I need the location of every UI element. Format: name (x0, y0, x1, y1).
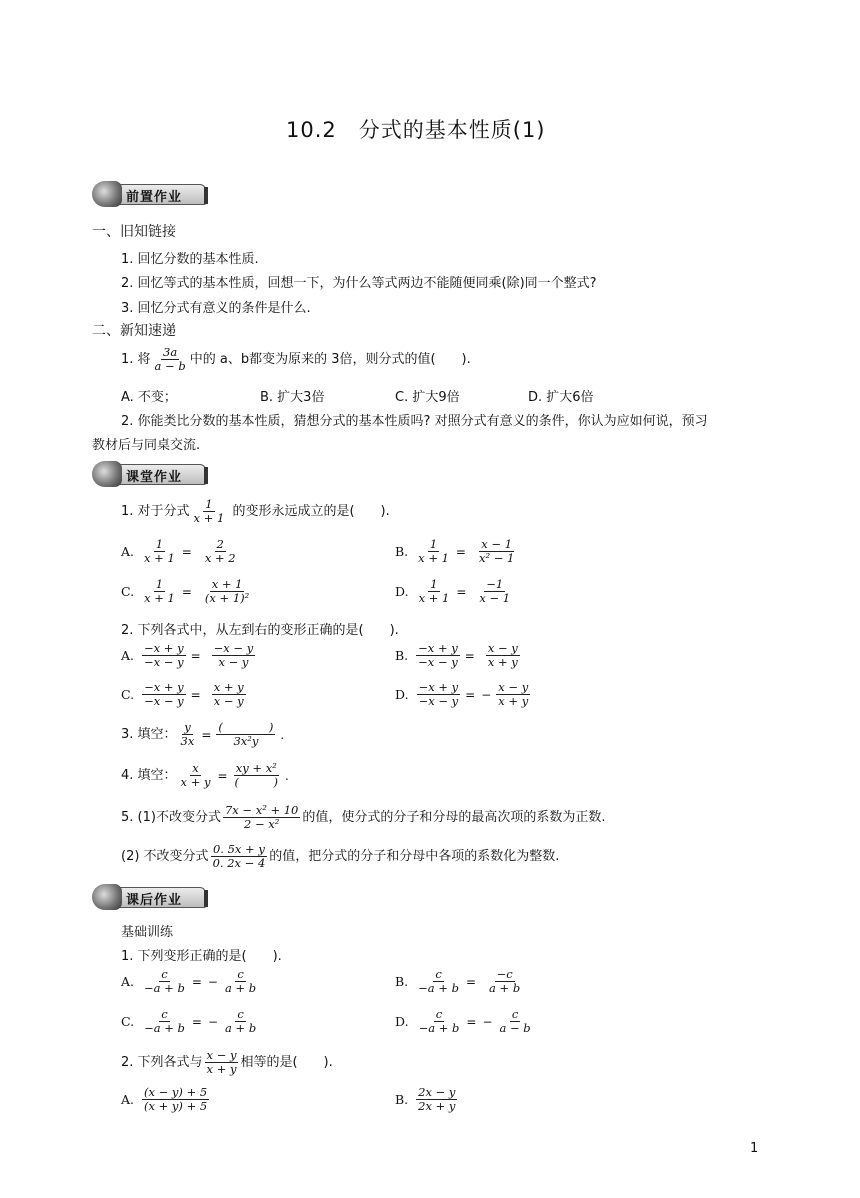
option-label: C. (121, 1014, 135, 1029)
denominator: x + y (498, 694, 529, 708)
equals-sign: = (181, 584, 192, 599)
option-label: C. (121, 687, 135, 702)
denominator: 0. 2x − 4 (212, 856, 266, 870)
option-label: A. (121, 544, 135, 559)
option-a (121, 642, 257, 669)
homework-question-2 (121, 1049, 333, 1076)
student-icon (92, 884, 122, 910)
fraction-left (142, 642, 186, 669)
denominator: x + y (206, 1062, 237, 1076)
book-stack-icon (92, 181, 122, 207)
q-text: (2) 不改变分式 (121, 849, 209, 864)
option-label: B. (395, 648, 409, 663)
option-a (121, 538, 240, 565)
fraction-right (486, 642, 520, 669)
banner-after (92, 884, 208, 910)
numerator: x − y (206, 1048, 237, 1062)
fraction-right (203, 538, 238, 565)
fraction (211, 843, 268, 870)
numerator: 1 (155, 537, 164, 551)
class-question-1 (121, 498, 390, 525)
minus-sign: − (207, 1014, 219, 1029)
banner-label: 课后作业 (126, 893, 183, 908)
q-text: 的值，把分式的分子和分母中各项的系数化为整数. (269, 849, 560, 864)
equals-sign: = (217, 768, 228, 783)
option-d: D. 扩大6倍 (528, 390, 594, 405)
numerator: c (161, 1007, 168, 1021)
fraction (223, 804, 300, 831)
option-a: A. 不变； (121, 390, 177, 405)
denominator: −x − y (144, 694, 184, 708)
fraction-right (496, 681, 530, 708)
denominator: −x − y (418, 694, 459, 708)
equals-sign: = (190, 648, 201, 663)
minus-sign: − (207, 974, 218, 989)
fraction-left (142, 968, 187, 995)
option-label: C. (121, 584, 135, 599)
q-text: 的值，使分式的分子和分母的最高次项的系数为正数. (302, 810, 606, 825)
q-text: 1. 对于分式 (121, 504, 190, 519)
fraction-left (417, 578, 452, 605)
numerator: x + 1 (211, 577, 243, 591)
equals-sign: = (181, 544, 192, 559)
option-label: D. (395, 687, 409, 702)
numerator: x − 1 (481, 537, 513, 551)
class-question-5a (121, 804, 606, 831)
denominator-blank: ( ) (234, 775, 279, 789)
equals-sign: = (191, 974, 202, 989)
option-d (395, 1008, 535, 1035)
option-d (395, 681, 532, 708)
banner-label: 课堂作业 (126, 470, 183, 485)
denominator: x − 1 (479, 591, 511, 605)
fraction-right (223, 1008, 258, 1035)
numerator: −x + y (144, 641, 184, 655)
option-label: D. (395, 584, 409, 599)
fraction (205, 1049, 239, 1076)
denominator: x + y (180, 775, 211, 789)
denominator: 2x + y (418, 1099, 456, 1113)
denominator: x + y (487, 655, 518, 669)
fraction-left (142, 578, 177, 605)
equals-sign: = (455, 544, 466, 559)
fraction-left (416, 538, 451, 565)
banner-shadow (204, 467, 208, 484)
numerator: −c (496, 967, 513, 981)
homework-q2-option-a (121, 1086, 211, 1113)
new-question-2-line2: 教材后与同桌交流. (92, 438, 201, 453)
option-b (395, 968, 524, 995)
fraction-left (416, 968, 461, 995)
denominator: x² − 1 (478, 551, 515, 565)
numerator: c (511, 1007, 519, 1021)
option-c (121, 681, 248, 708)
q-text: 3. 填空： (121, 727, 177, 742)
option-b (395, 538, 518, 565)
banner-label: 前置作业 (126, 190, 183, 205)
denominator: a − b (499, 1021, 531, 1035)
numerator: 2x − y (418, 1085, 456, 1099)
equals-sign: = (191, 1014, 202, 1029)
denominator: 3x (180, 734, 195, 748)
option-c (121, 578, 253, 605)
q-text: 中的 a、b都变为原来的 3倍，则分式的值( ). (189, 352, 471, 367)
fraction (179, 762, 213, 789)
q-text: 5. (1)不改变分式 (121, 810, 221, 825)
banner-shadow (204, 890, 208, 907)
numerator: c (237, 1007, 244, 1021)
banner-pre (92, 181, 208, 207)
denominator: x + 1 (193, 511, 225, 525)
play-icon (92, 461, 122, 487)
option-label: B. (395, 1092, 409, 1107)
period: . (285, 768, 289, 783)
minus-sign: − (481, 687, 492, 702)
numerator: x − y (498, 680, 529, 694)
equals-sign: = (201, 727, 212, 742)
denominator: −a + b (144, 1021, 185, 1035)
fraction-left (142, 681, 186, 708)
homework-question-1: 1. 下列变形正确的是( ). (121, 949, 282, 964)
fraction-left (417, 681, 461, 708)
new-question-2-line1: 2. 你能类比分数的基本性质，猜想分式的基本性质吗? 对照分式有意义的条件，你认为应如何说，预习 (121, 414, 708, 429)
page-number: 1 (750, 1141, 759, 1156)
option-b: B. 扩大3倍 (260, 390, 325, 405)
denominator: 2 − x² (243, 817, 280, 831)
fraction-right (223, 968, 258, 995)
denominator: (x + 1)² (204, 591, 250, 605)
denominator: a − b (154, 359, 186, 373)
numerator: 3a (163, 345, 178, 359)
option-label: B. (395, 544, 409, 559)
option-label: A. (121, 1092, 135, 1107)
denominator: −a + b (144, 981, 185, 995)
class-question-3 (121, 721, 287, 748)
option-label: B. (395, 974, 409, 989)
numerator: y (184, 720, 191, 734)
q-text: 4. 填空： (121, 768, 177, 783)
denominator: x + 2 (204, 551, 236, 565)
denominator: −x − y (418, 655, 458, 669)
class-question-4 (121, 762, 292, 789)
fraction-right (212, 681, 246, 708)
review-item-2: 2. 回忆等式的基本性质，回想一下，为什么等式两边不能随便同乘(除)同一个整式? (121, 276, 597, 291)
option-label: A. (121, 648, 135, 663)
denominator: x + 1 (418, 591, 450, 605)
fraction-right (212, 642, 256, 669)
section-heading-new: 二、新知速递 (92, 323, 176, 339)
numerator: x + y (213, 680, 244, 694)
numerator: x (192, 761, 199, 775)
option-d (395, 578, 514, 605)
numerator: −1 (486, 577, 504, 591)
fraction (192, 498, 227, 525)
denominator: −a + b (418, 1021, 460, 1035)
q-text: 1. 将 (121, 352, 151, 367)
denominator: x − y (213, 694, 244, 708)
numerator: 1 (205, 497, 213, 511)
q-text: 的变形永远成立的是( ). (232, 504, 390, 519)
fraction (142, 1086, 209, 1113)
denominator: a + b (224, 981, 257, 995)
equals-sign: = (464, 648, 475, 663)
homework-q2-option-b (395, 1086, 459, 1113)
option-c (121, 1008, 260, 1035)
equals-sign: = (456, 584, 467, 599)
homework-subheading: 基础训练 (121, 925, 174, 940)
fraction (179, 721, 197, 748)
denominator: x + 1 (144, 551, 175, 565)
banner-class (92, 461, 208, 487)
equals-sign: = (466, 1014, 477, 1029)
option-b (395, 642, 522, 669)
fraction-blank (233, 762, 280, 789)
fraction-right (477, 538, 516, 565)
numerator: 1 (429, 537, 438, 551)
numerator: (x − y) + 5 (144, 1085, 208, 1099)
class-question-5b (121, 843, 559, 870)
numerator: 0. 5x + y (212, 842, 265, 856)
numerator: 1 (430, 577, 438, 591)
option-c: C. 扩大9倍 (395, 390, 460, 405)
section-heading-review: 一、旧知链接 (92, 224, 176, 240)
q-text: 2. 下列各式与 (121, 1055, 203, 1070)
denominator: (x + y) + 5 (144, 1099, 208, 1113)
numerator: −x − y (213, 641, 254, 655)
fraction-right (487, 968, 522, 995)
numerator: x − y (487, 641, 518, 655)
fraction-right (477, 578, 512, 605)
option-a (121, 968, 260, 995)
numerator: 2 (216, 537, 224, 551)
option-label: A. (121, 974, 135, 989)
denominator: x + 1 (144, 591, 175, 605)
denominator: −x − y (144, 655, 184, 669)
period: . (280, 727, 285, 742)
denominator: x + 1 (418, 551, 449, 565)
denominator: x − y (218, 655, 249, 669)
review-item-3: 3. 回忆分式有意义的条件是什么. (121, 301, 311, 316)
numerator: xy + x² (235, 761, 277, 775)
fraction-left (142, 538, 177, 565)
fraction-right (498, 1008, 533, 1035)
numerator: −x + y (418, 680, 459, 694)
denominator: 3x²y (233, 734, 259, 748)
fraction (416, 1086, 457, 1113)
numerator: c (435, 967, 442, 981)
new-question-1 (121, 346, 471, 373)
numerator: 7x − x² + 10 (224, 803, 299, 817)
numerator: c (237, 967, 244, 981)
fraction-left (416, 642, 460, 669)
denominator: a + b (489, 981, 521, 995)
class-question-2: 2. 下列各式中，从左到右的变形正确的是( ). (121, 623, 399, 638)
denominator: −a + b (418, 981, 459, 995)
fraction-left (142, 1008, 187, 1035)
numerator: 1 (155, 577, 164, 591)
equals-sign: = (465, 974, 477, 989)
denominator: a + b (225, 1021, 257, 1035)
numerator: −x + y (144, 680, 184, 694)
review-item-1: 1. 回忆分数的基本性质. (121, 252, 259, 267)
q-text: 相等的是( ). (240, 1055, 333, 1070)
minus-sign: − (482, 1014, 493, 1029)
fraction (153, 346, 188, 373)
equals-sign: = (190, 687, 201, 702)
banner-shadow (204, 187, 208, 204)
fraction-left (417, 1008, 462, 1035)
fraction-right (203, 578, 251, 605)
page-title: 10.2 分式的基本性质(1) (286, 118, 546, 142)
numerator: c (161, 967, 168, 981)
equals-sign: = (465, 687, 476, 702)
numerator-blank: ( ) (218, 720, 274, 734)
numerator: −x + y (418, 641, 458, 655)
numerator: c (435, 1007, 443, 1021)
option-label: D. (395, 1014, 409, 1029)
fraction-blank (216, 721, 275, 748)
